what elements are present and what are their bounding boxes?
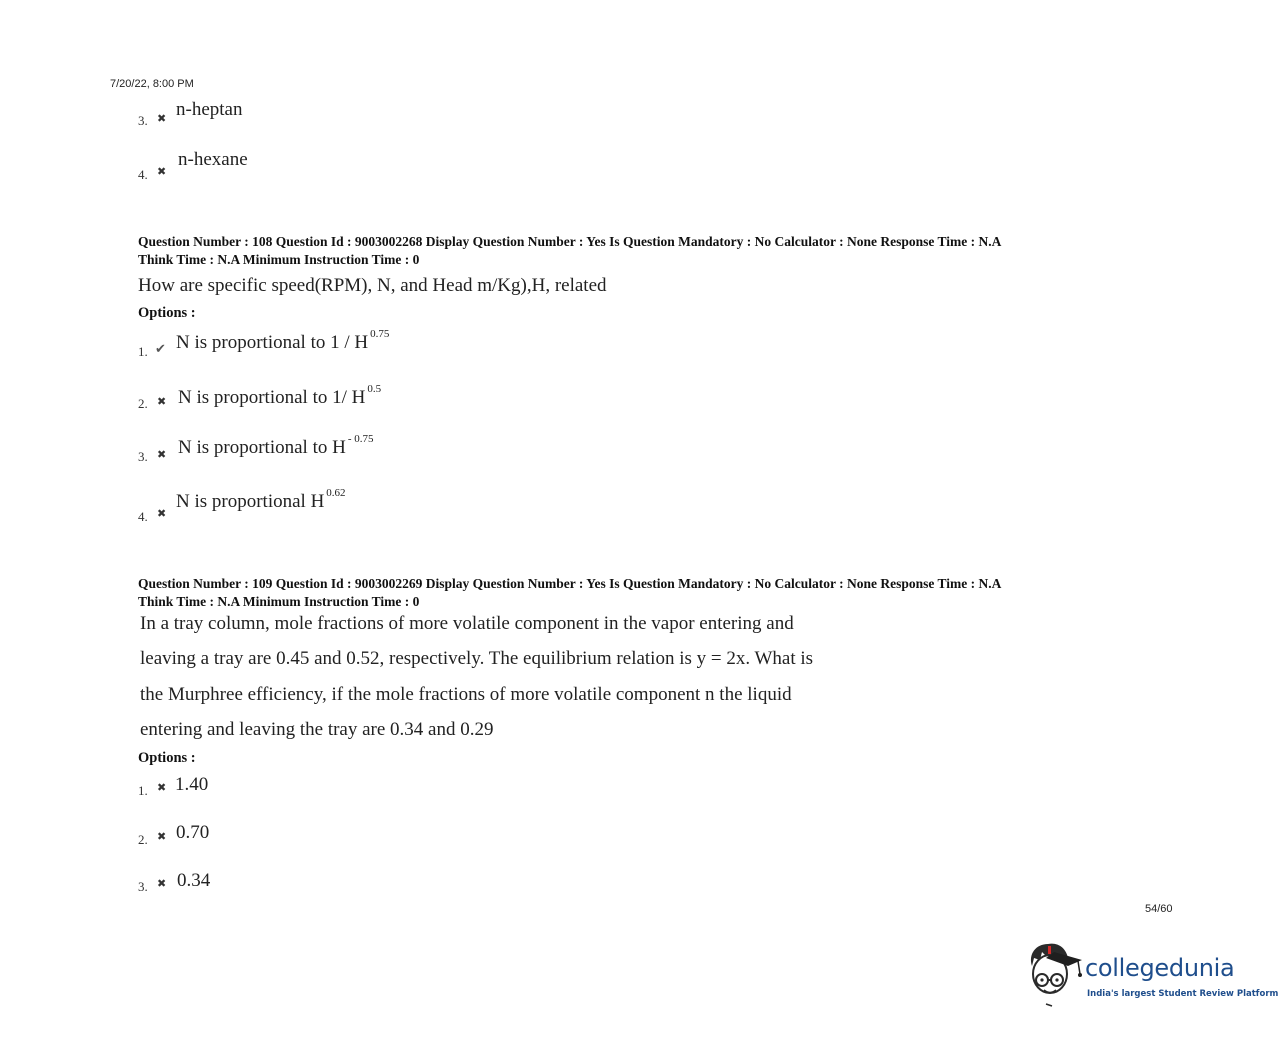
- question-text: How are specific speed(RPM), N, and Head m/Kg),H, related: [138, 275, 607, 296]
- option-text: 1.40: [175, 774, 209, 795]
- option-number: 3.: [138, 449, 148, 464]
- question-meta: Question Number : 109 Question Id : 9003002269 Display Question Number : Yes Is Question Mandatory : No Calculator : None Response Time : N.A: [138, 576, 1002, 591]
- option-number: 4.: [138, 509, 148, 524]
- check-icon: ✔: [155, 342, 166, 357]
- option-number: 2.: [138, 832, 148, 847]
- question-meta: Question Number : 108 Question Id : 9003002268 Display Question Number : Yes Is Question Mandatory : No Calculator : None Response Time : N.A: [138, 234, 1002, 249]
- logo-wordmark: collegedunia: [1085, 954, 1235, 982]
- option-text: n-hexane: [178, 149, 248, 170]
- cross-icon: ✖: [157, 112, 167, 125]
- options-label: Options :: [138, 305, 196, 321]
- cross-icon: ✖: [157, 830, 167, 843]
- question-meta: Think Time : N.A Minimum Instruction Time : 0: [138, 252, 420, 267]
- question-text-line: leaving a tray are 0.45 and 0.52, respectively. The equilibrium relation is y = 2x. What is: [140, 648, 814, 669]
- question-meta: Think Time : N.A Minimum Instruction Time : 0: [138, 594, 420, 609]
- question-text-line: the Murphree efficiency, if the mole fractions of more volatile component n the liquid: [140, 684, 792, 705]
- option-text: N is proportional H $^{0.62}$: [176, 487, 346, 512]
- option-number: 4.: [138, 167, 148, 182]
- logo-tagline: India's largest Student Review Platform: [1087, 989, 1279, 999]
- option-number: 1.: [138, 344, 148, 359]
- cross-icon: ✖: [157, 507, 167, 520]
- option-text: N is proportional to 1/ H $^{0.5}$: [178, 383, 382, 408]
- options-label: Options :: [138, 750, 196, 766]
- option-text: 0.70: [176, 822, 210, 843]
- print-timestamp: 7/20/22, 8:00 PM: [110, 78, 194, 90]
- cross-icon: ✖: [157, 165, 167, 178]
- cross-icon: ✖: [157, 781, 167, 794]
- cross-icon: ✖: [157, 448, 167, 461]
- option-text: N is proportional to 1 / H $^{0.75}$: [176, 328, 390, 353]
- cross-icon: ✖: [157, 395, 167, 408]
- option-number: 1.: [138, 783, 148, 798]
- question-text-line: In a tray column, mole fractions of more volatile component in the vapor entering and: [140, 613, 794, 634]
- cross-icon: ✖: [157, 877, 167, 890]
- option-text: n-heptan: [176, 99, 243, 120]
- page-number: 54/60: [1145, 903, 1173, 915]
- option-text: 0.34: [177, 870, 211, 891]
- question-text-line: entering and leaving the tray are 0.34 and 0.29: [140, 719, 494, 740]
- mascot-logo-icon: [1024, 938, 1086, 1008]
- option-number: 3.: [138, 879, 148, 894]
- option-text: N is proportional to H $^{- 0.75}$: [178, 433, 374, 458]
- option-number: 3.: [138, 113, 148, 128]
- option-number: 2.: [138, 396, 148, 411]
